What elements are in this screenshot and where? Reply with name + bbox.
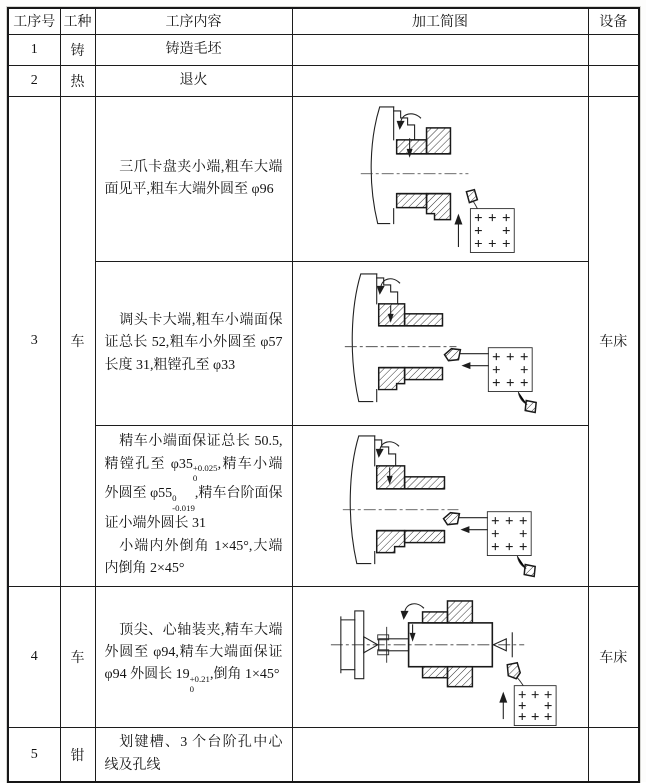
col-header-trade: 工种: [60, 8, 95, 34]
tolerance-19-lower: 0: [189, 683, 194, 694]
tolerance-35-lower: 0: [192, 472, 198, 483]
tool-post: [488, 347, 532, 391]
sketch-cell-3c: [292, 426, 588, 586]
op-content-1: [95, 34, 292, 65]
sketch-cell-5-empty: [292, 728, 588, 782]
sketch-cell-3b: [292, 261, 588, 425]
process-no-4: 4: [8, 586, 60, 728]
machining-sketch-a: [293, 97, 588, 260]
spare-tool-icon: [518, 391, 536, 412]
equipment-5-empty: [588, 728, 639, 782]
feed-arrow-icon: [454, 214, 462, 247]
process-no-1: 1: [8, 34, 60, 65]
feed-arrow-icon: [461, 362, 488, 369]
sketch-cell-1-empty: [292, 34, 588, 65]
op-text-3b: 调头卡大端,粗车小端面保证总长 52,粗车小外圆至 φ57 长度 31,粗镗孔至 φ33: [104, 312, 283, 373]
op-content-3a: [95, 97, 292, 261]
op-content-4: [95, 586, 292, 728]
tool-post: [470, 209, 514, 253]
trade-3: 车: [60, 97, 95, 586]
op-text-1: 铸造毛坯: [165, 41, 222, 57]
tolerance-19: [190, 675, 210, 694]
op-content-5: [95, 728, 292, 782]
trade-5: 钳: [60, 728, 95, 782]
row-3-sub-c: [8, 426, 639, 586]
row-1: [8, 34, 639, 65]
tolerance-55-upper: 0: [172, 493, 177, 504]
process-table: [7, 7, 640, 783]
machining-sketch-b: [293, 262, 588, 425]
trade-4: 车: [60, 586, 95, 728]
process-no-2: 2: [8, 65, 60, 96]
tool-post: [487, 512, 531, 556]
header-row: [8, 8, 639, 34]
feed-arrow-icon: [499, 691, 507, 718]
tolerance-19-upper: +0.21: [189, 674, 210, 685]
cutting-tool-icon: [466, 190, 477, 209]
op-text-3c-p2: 小端内外倒角 1×45°,大端内倒角 2×45°: [104, 538, 283, 576]
op-text-3c-p1: [105, 431, 283, 535]
op-content-3c: [95, 426, 292, 586]
op-content-3b: [95, 261, 292, 425]
feed-arrow-icon: [460, 526, 487, 533]
op-3c-seg2: ,精车小端外圆至 φ55: [104, 456, 283, 502]
op-4-seg2: ,倒角 1×45°: [209, 667, 280, 683]
machining-sketch-c: [293, 426, 588, 585]
row-4: [8, 586, 639, 728]
process-no-5: 5: [8, 728, 60, 782]
mandrel-and-workpiece: [378, 601, 492, 687]
op-text-2: 退火: [179, 72, 208, 88]
sketch-cell-4: [292, 586, 588, 728]
tolerance-55: [172, 494, 195, 513]
sketch-cell-3a: [292, 97, 588, 261]
col-header-equipment: 设备: [588, 8, 639, 34]
boring-tool-icon: [444, 348, 488, 360]
row-2: [8, 65, 639, 96]
tolerance-55-lower: -0.019: [172, 502, 195, 513]
machining-sketch-d: [293, 587, 588, 728]
trade-2: 热: [60, 65, 95, 96]
row-3-sub-b: [8, 261, 639, 425]
tolerance-35: [193, 464, 218, 483]
tolerance-35-upper: +0.025: [192, 463, 218, 474]
tool-post: [514, 685, 556, 725]
sketch-cell-2-empty: [292, 65, 588, 96]
workpiece-section: [376, 466, 444, 553]
op-content-2: [95, 65, 292, 96]
op-3c-seg3: ,精车台阶面保证小端外圆长 31: [104, 486, 283, 532]
col-header-process-no: 工序号: [8, 8, 60, 34]
row-3-sub-a: [8, 97, 639, 261]
op-text-5: 划键槽、3 个台阶孔中心线及孔线: [104, 735, 283, 773]
process-no-3: 3: [8, 97, 60, 586]
op-4-seg1: 顶尖、心轴装夹,精车大端外圆至 φ94,精车大端面保证 φ94 外圆长 19: [104, 622, 283, 683]
boring-tool-icon: [443, 513, 487, 525]
equipment-2-empty: [588, 65, 639, 96]
op-text-4: [105, 620, 283, 694]
cutting-tool-icon: [507, 662, 523, 685]
equipment-3: 车床: [588, 97, 639, 586]
op-text-3a: 三爪卡盘夹小端,粗车大端面见平,粗车大端外圆至 φ96: [104, 159, 283, 197]
op-3c-seg1: 精车小端面保证总长 50.5,精镗孔至 φ35: [104, 434, 283, 472]
equipment-1-empty: [588, 34, 639, 65]
col-header-content: 工序内容: [95, 8, 292, 34]
equipment-4: 车床: [588, 586, 639, 728]
col-header-sketch: 加工简图: [292, 8, 588, 34]
spare-tool-icon: [517, 556, 535, 577]
trade-1: 铸: [60, 34, 95, 65]
row-5: [8, 728, 639, 782]
